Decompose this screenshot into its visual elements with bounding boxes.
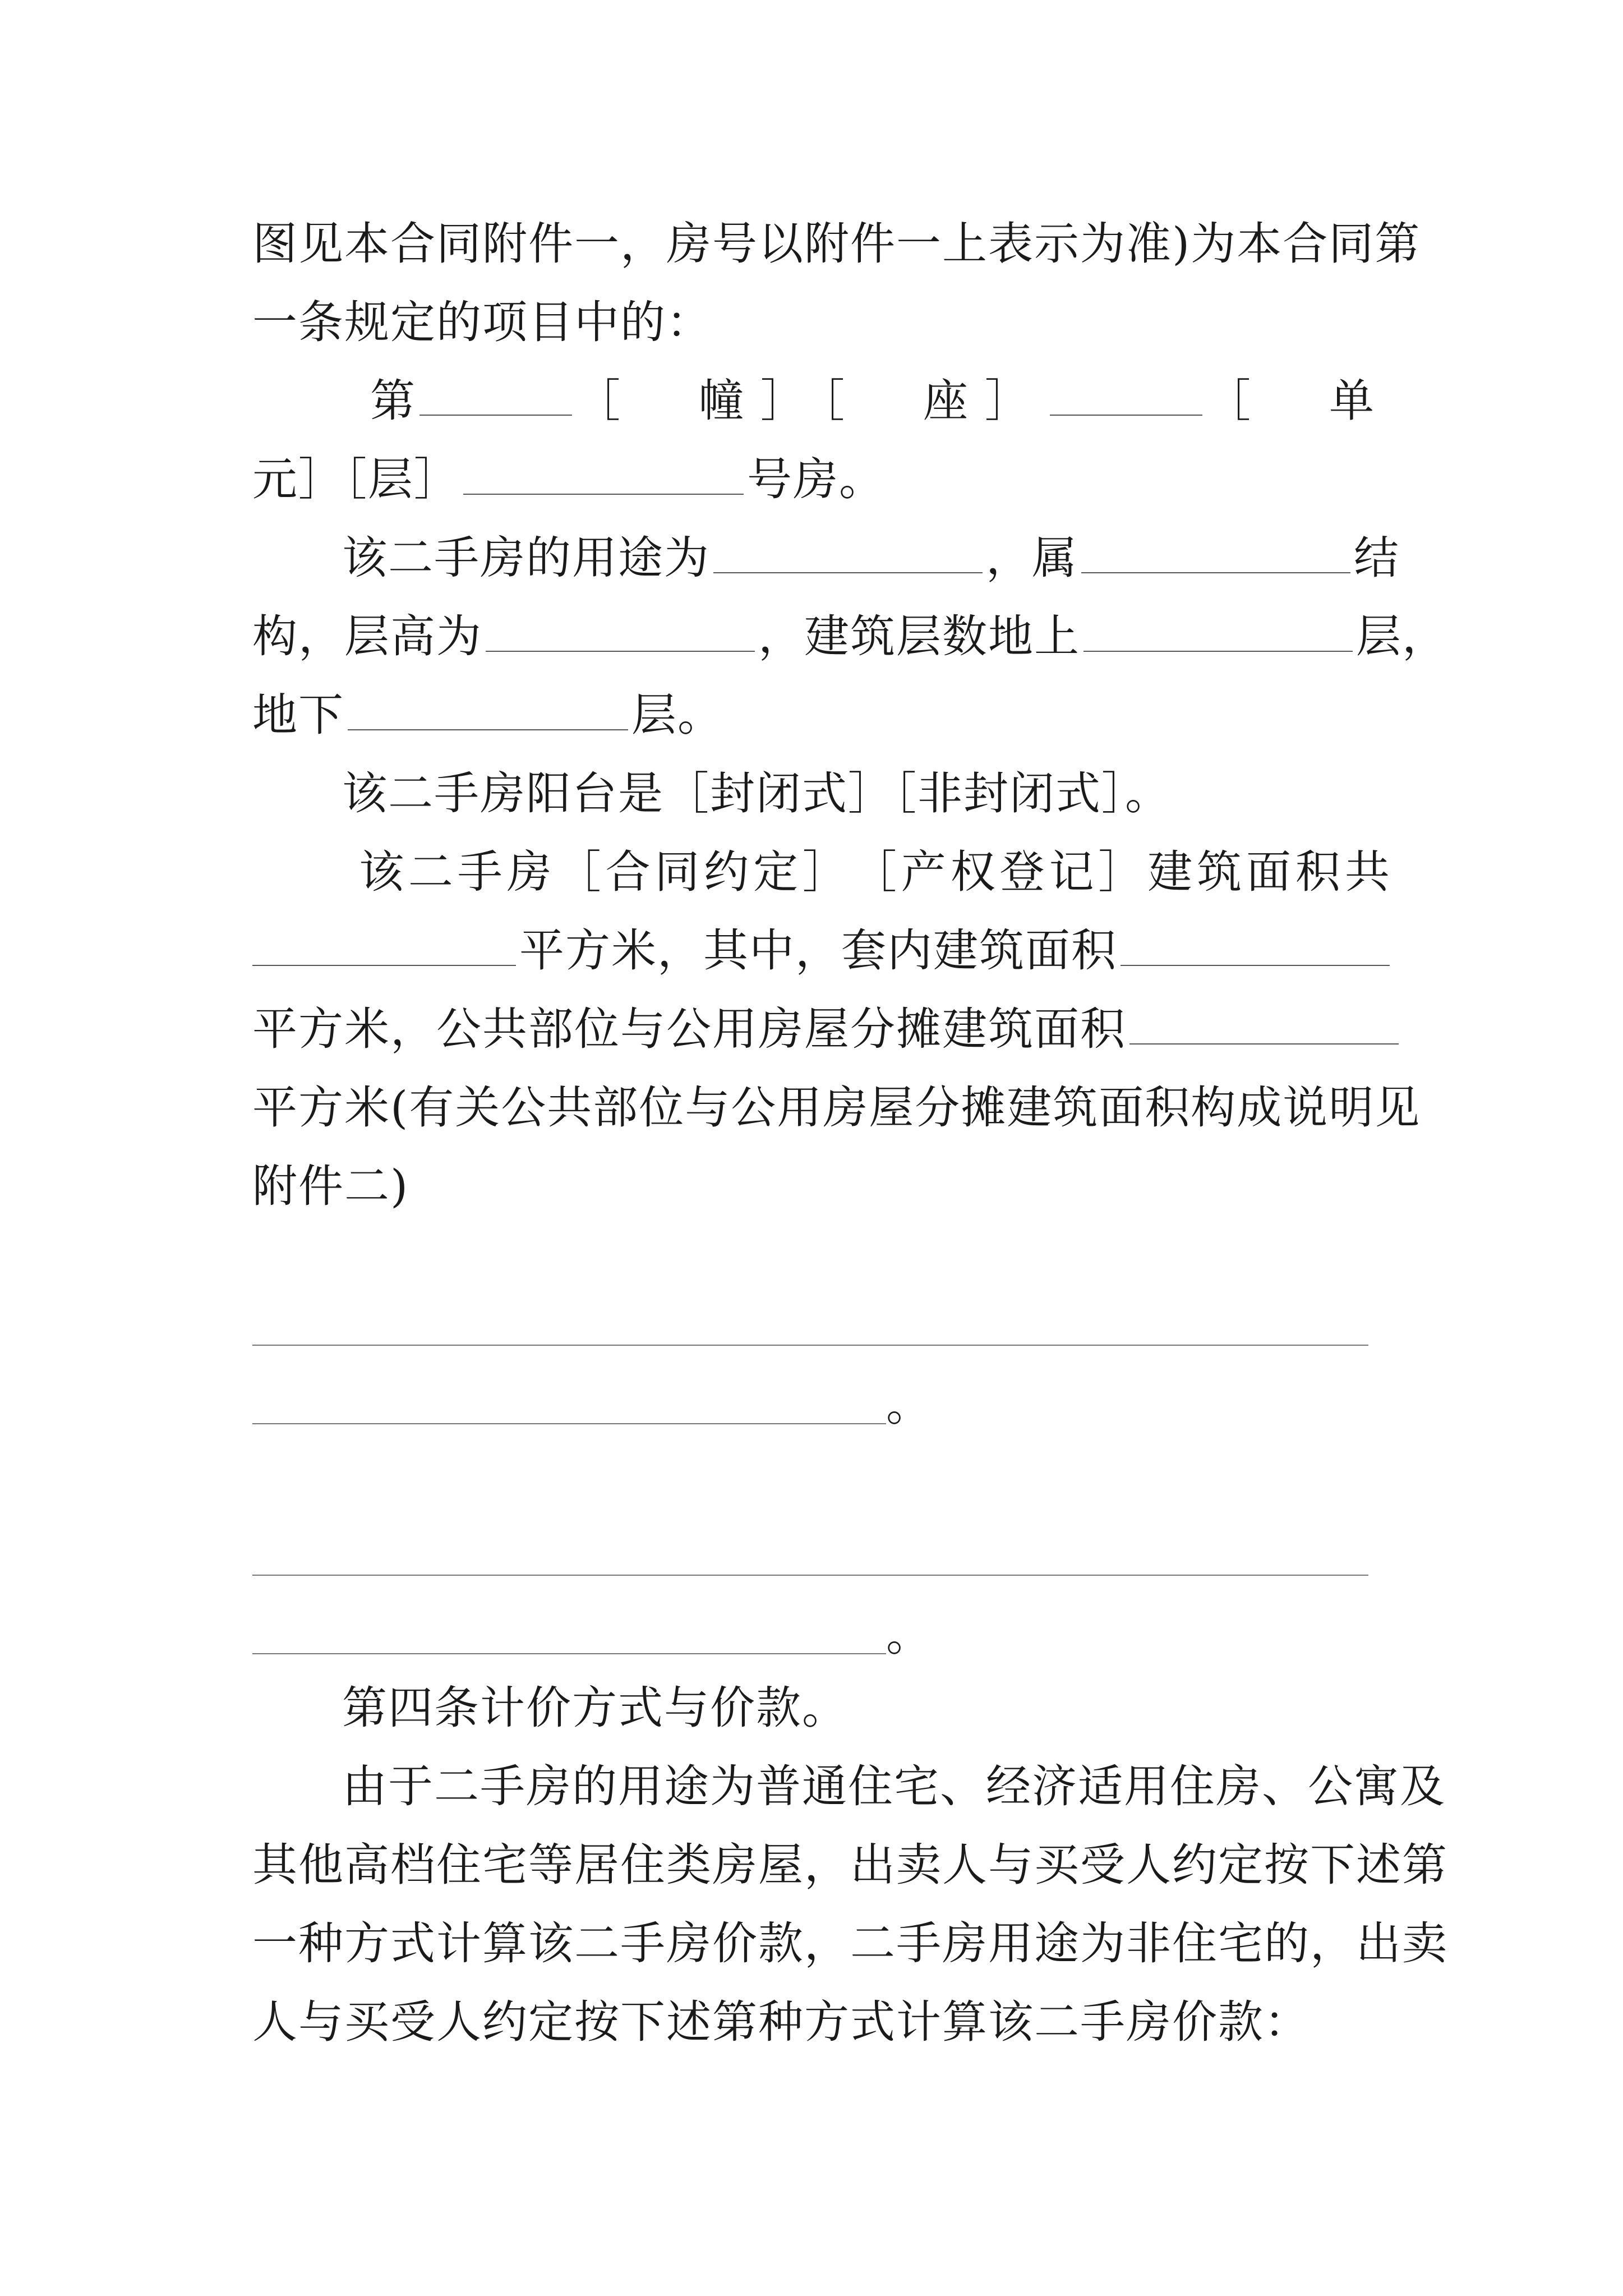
full-stop: 。	[886, 1609, 931, 1661]
text-char: 二	[408, 846, 454, 898]
blank-rule	[252, 1345, 1368, 1346]
text-char: 该	[359, 846, 405, 898]
text-fragment: ［ 单	[1206, 375, 1391, 427]
text-fragment: 元］［层］	[252, 453, 460, 505]
fill-blank	[1129, 1015, 1399, 1045]
text-fragment: 该二手房的用途为	[342, 532, 710, 584]
text-char: 权	[950, 846, 997, 898]
fill-blank	[1083, 623, 1353, 652]
text-char: ］	[803, 846, 849, 898]
text-fragment: ，建筑层数地上	[758, 610, 1080, 662]
text-line-15: 由于二手房的用途为普通住宅、经济适用住房、公寓及	[342, 1760, 1446, 1812]
text-line-10	[252, 912, 1391, 990]
text-char: 共	[1344, 846, 1391, 898]
text-fragment: 号房。	[747, 453, 885, 505]
text-line-18: 人与买受人约定按下述第种方式计算该二手房价款：	[252, 1996, 1310, 2048]
text-line-16: 其他高档住宅等居住类房屋，出卖人与买受人约定按下述第	[252, 1839, 1448, 1891]
fill-blank	[348, 701, 628, 730]
text-line-12: 平方米(有关公共部位与公用房屋分摊建筑面积构成说明见	[252, 1082, 1421, 1134]
text-fragment: 平方米，其中，套内建筑面积	[519, 924, 1117, 977]
text-fragment: 构，层高为	[252, 610, 482, 662]
text-char: 约	[704, 846, 750, 898]
text-char: 筑	[1197, 846, 1243, 898]
fill-blank	[419, 386, 572, 416]
text-fragment: 第	[370, 375, 416, 427]
fill-blank	[1081, 544, 1350, 573]
text-char: 登	[999, 846, 1046, 898]
text-fragment: 层。	[631, 689, 723, 741]
text-fragment: 平方米，公共部位与公用房屋分摊建筑面积	[252, 1003, 1126, 1055]
fill-blank	[1121, 937, 1390, 966]
text-char: 定	[753, 846, 800, 898]
text-line-13: 附件二)	[252, 1160, 409, 1212]
text-fragment: 层，	[1356, 610, 1448, 662]
text-line-6	[252, 597, 1448, 676]
blank-rule	[252, 1575, 1368, 1576]
blank-rule	[252, 1423, 886, 1424]
text-char: 积	[1295, 846, 1341, 898]
fill-blank	[486, 623, 755, 652]
text-char: 产	[901, 846, 947, 898]
text-line-8: 该二手房阳台是［封闭式］［非封闭式］。	[342, 767, 1171, 820]
text-line-1: 图见本合同附件一，房号以附件一上表示为准)为本合同第	[252, 218, 1421, 270]
fill-blank	[713, 544, 983, 573]
text-char: 记	[1049, 846, 1095, 898]
text-char: 手	[457, 846, 504, 898]
text-char: 同	[654, 846, 701, 898]
section-heading: 第四条计价方式与价款。	[342, 1682, 848, 1734]
text-fragment: ［ 幢］［ 座］	[575, 375, 1046, 427]
fill-blank	[1050, 386, 1202, 416]
text-line-3	[370, 362, 1391, 440]
text-char: ］	[1098, 846, 1145, 898]
text-char: 房	[506, 846, 553, 898]
full-stop: 。	[886, 1379, 931, 1431]
text-line-2: 一条规定的项目中的：	[252, 296, 712, 348]
text-char: ［	[851, 846, 898, 898]
text-line-11	[252, 990, 1391, 1069]
text-line-7	[252, 676, 1391, 754]
text-char: 合	[605, 846, 652, 898]
text-fragment: 地下	[252, 689, 344, 741]
text-line-5	[342, 519, 1400, 597]
text-line-17: 一种方式计算该二手房价款，二手房用途为非住宅的，出卖	[252, 1917, 1448, 1970]
text-char: ［	[556, 846, 602, 898]
text-line-4	[252, 440, 1391, 519]
text-char: 面	[1246, 846, 1293, 898]
fill-blank	[252, 937, 516, 966]
text-line-9	[359, 833, 1391, 912]
blank-rule	[252, 1653, 886, 1654]
fill-blank	[463, 466, 744, 495]
text-fragment: 结	[1354, 532, 1400, 584]
text-char: 建	[1147, 846, 1194, 898]
text-fragment: ，属	[986, 532, 1078, 584]
